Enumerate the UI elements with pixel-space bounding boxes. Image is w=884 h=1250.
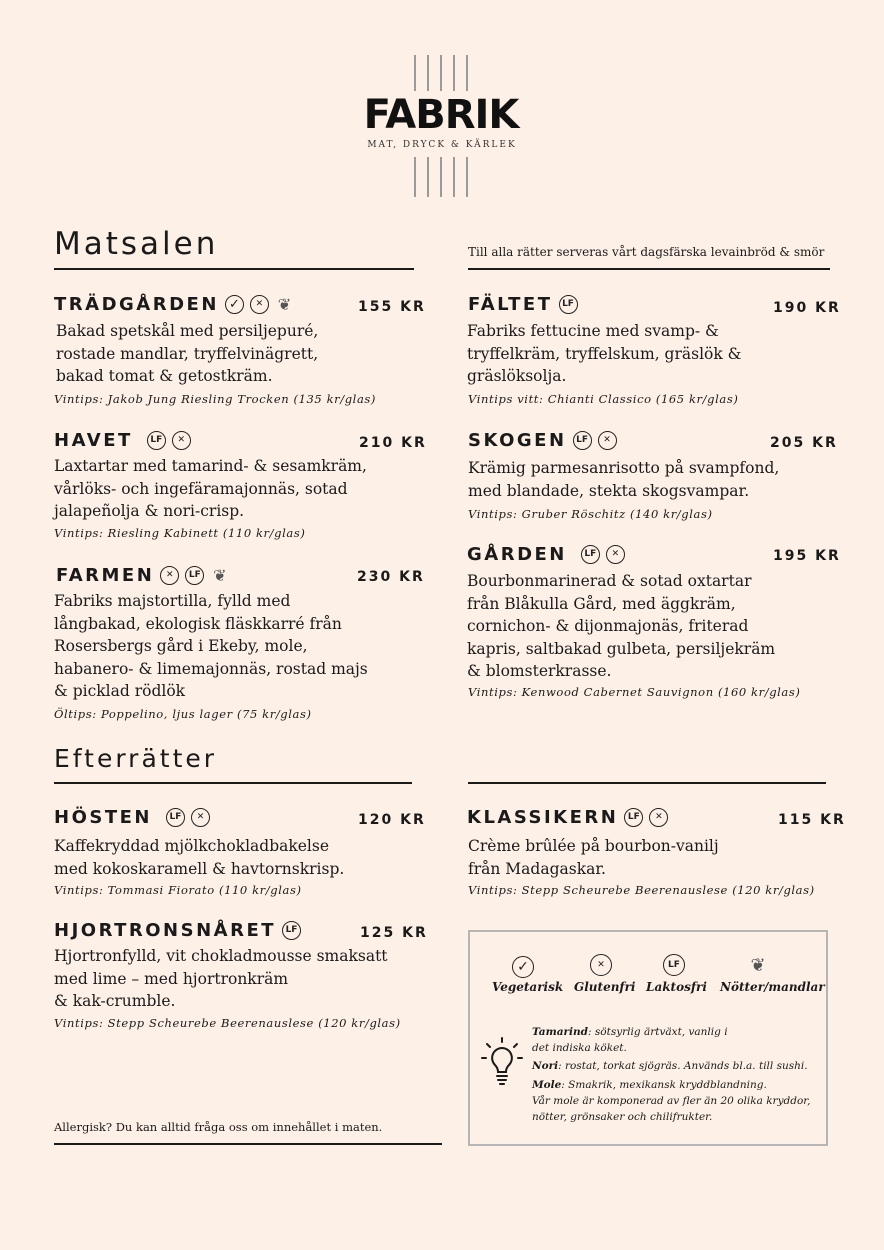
nuts-almonds-icon: ❦ bbox=[750, 955, 766, 976]
tip-havet: Vintips: Riesling Kabinett (110 kr/glas) bbox=[54, 526, 306, 540]
glossary-term: Tamarind bbox=[532, 1026, 589, 1038]
tip-farmen: Öltips: Poppelino, ljus lager (75 kr/glas) bbox=[54, 707, 312, 721]
legend-gluten-free: Glutenfri bbox=[574, 980, 636, 994]
gluten-free-icon: ✕ bbox=[160, 566, 179, 585]
dish-title: FARMEN bbox=[56, 565, 155, 586]
dish-title: TRÄDGÅRDEN bbox=[54, 294, 219, 315]
glossary-term: Nori bbox=[532, 1060, 559, 1072]
glossary-nori bbox=[532, 1058, 808, 1074]
dish-name-hjortronsnaret bbox=[54, 920, 301, 941]
desc-hjortronsnaret: Hjortronfylld, vit chokladmousse smaksatt med lime – med hjortronkräm & kak-crumble. bbox=[54, 947, 388, 1010]
dish-title: GÅRDEN bbox=[467, 544, 567, 565]
lactose-free-icon: LF bbox=[282, 921, 301, 940]
dish-name-faltet bbox=[468, 294, 578, 315]
lactose-free-icon: LF bbox=[573, 431, 592, 450]
price-farmen: 230 KR bbox=[357, 569, 425, 585]
gluten-free-icon: ✕ bbox=[606, 545, 625, 564]
lactose-free-icon: LF bbox=[185, 566, 204, 585]
gluten-free-icon: ✕ bbox=[598, 431, 617, 450]
section-title-matsalen: Matsalen bbox=[54, 226, 219, 262]
dish-title: HAVET bbox=[54, 430, 133, 451]
logo-name: FABRIK bbox=[363, 92, 519, 138]
glossary-text: det indiska köket. bbox=[532, 1042, 627, 1054]
desc-tradgarden: Bakad spetskål med persiljepuré, rostade mandlar, tryffelvinägrett, bakad tomat & getostkräm. bbox=[56, 322, 319, 385]
desc-havet: Laxtartar med tamarind- & sesamkräm, vårlöks- och ingefäramajonnäs, sotad jalapeñolja & nori-crisp. bbox=[54, 457, 367, 520]
tip-hosten: Vintips: Tommasi Fiorato (110 kr/glas) bbox=[54, 883, 302, 897]
lactose-free-icon: LF bbox=[581, 545, 600, 564]
rule-right-efterratter bbox=[468, 782, 826, 784]
lactose-free-icon: LF bbox=[559, 295, 578, 314]
vegetarian-icon: ✓ bbox=[225, 295, 244, 314]
dish-title: HÖSTEN bbox=[54, 807, 152, 828]
glossary-text: Vår mole är komponerad av fler än 20 olika kryddor, bbox=[532, 1095, 811, 1107]
logo-lines-bottom bbox=[414, 157, 468, 197]
gluten-free-icon: ✕ bbox=[191, 808, 210, 827]
glossary-text: : Smakrik, mexikansk kryddblandning. bbox=[561, 1079, 767, 1091]
rule-right-top bbox=[468, 268, 830, 270]
nuts-almonds-icon: ❦ bbox=[213, 565, 227, 585]
gluten-free-icon: ✕ bbox=[172, 431, 191, 450]
lactose-free-icon: LF bbox=[147, 431, 166, 450]
price-hjortronsnaret: 125 KR bbox=[360, 925, 428, 941]
tip-faltet: Vintips vitt: Chianti Classico (165 kr/glas) bbox=[468, 392, 739, 406]
dish-title: SKOGEN bbox=[468, 430, 567, 451]
desc-skogen: Krämig parmesanrisotto på svampfond, med blandade, stekta skogsvampar. bbox=[468, 459, 780, 500]
desc-garden: Bourbonmarinerad & sotad oxtartar från Blåkulla Gård, med äggkräm, cornichon- & dijonmajonäs, friterad kapris, saltbakad gulbeta, persiljekräm & blomsterkrasse. bbox=[467, 572, 776, 680]
tip-skogen: Vintips: Gruber Röschitz (140 kr/glas) bbox=[468, 507, 713, 521]
dish-name-klassikern bbox=[467, 807, 668, 828]
tip-tradgarden: Vintips: Jakob Jung Riesling Trocken (135 kr/glas) bbox=[54, 392, 377, 406]
dish-name-tradgarden bbox=[54, 294, 294, 315]
price-hosten: 120 KR bbox=[358, 812, 426, 828]
rule-matsalen bbox=[54, 268, 414, 270]
dish-name-skogen bbox=[468, 430, 617, 451]
dish-name-garden bbox=[467, 544, 625, 565]
glossary-text: nötter, grönsaker och chilifrukter. bbox=[532, 1111, 713, 1123]
gluten-free-icon: ✕ bbox=[250, 295, 269, 314]
glossary-mole bbox=[532, 1077, 810, 1125]
dish-title: KLASSIKERN bbox=[467, 807, 619, 828]
tip-klassikern: Vintips: Stepp Scheurebe Beerenauslese (120 kr/glas) bbox=[468, 883, 815, 897]
rule-efterratter bbox=[54, 782, 412, 784]
lightbulb-icon bbox=[480, 1036, 524, 1090]
price-tradgarden: 155 KR bbox=[358, 299, 426, 315]
nuts-almonds-icon: ❦ bbox=[277, 294, 292, 314]
desc-farmen: Fabriks majstortilla, fylld med långbakad, ekologisk fläskkarré från Rosersbergs gård i Ekeby, mole, habanero- & limemajonnäs, rostad majs & picklad rödlök bbox=[54, 592, 368, 700]
legend-lactose-free: Laktosfri bbox=[646, 980, 707, 994]
glossary-text: : sötsyrlig ärtväxt, vanlig i bbox=[588, 1026, 728, 1038]
lactose-free-icon: LF bbox=[663, 954, 685, 976]
legend-nuts: Nötter/mandlar bbox=[720, 980, 825, 994]
section-title-efterratter: Efterrätter bbox=[54, 744, 218, 773]
dish-title: FÄLTET bbox=[468, 294, 553, 315]
desc-faltet: Fabriks fettucine med svamp- & tryffelkräm, tryffelskum, gräslök & gräslöksolja. bbox=[467, 322, 742, 385]
vegetarian-icon: ✓ bbox=[512, 956, 534, 978]
legend-box bbox=[468, 930, 828, 1146]
rule-bottom bbox=[54, 1143, 442, 1145]
glossary-text: : rostat, torkat sjögräs. Används bl.a. till sushi. bbox=[558, 1060, 808, 1072]
gluten-free-icon: ✕ bbox=[649, 808, 668, 827]
price-havet: 210 KR bbox=[359, 435, 427, 451]
tip-hjortronsnaret: Vintips: Stepp Scheurebe Beerenauslese (120 kr/glas) bbox=[54, 1016, 401, 1030]
dish-title: HJORTRONSNÅRET bbox=[54, 920, 277, 941]
tip-garden: Vintips: Kenwood Cabernet Sauvignon (160 kr/glas) bbox=[468, 685, 801, 699]
logo-tagline: MAT, DRYCK & KÄRLEK bbox=[367, 140, 517, 150]
gluten-free-icon: ✕ bbox=[590, 954, 612, 976]
allergy-note: Allergisk? Du kan alltid fråga oss om innehållet i maten. bbox=[54, 1120, 383, 1134]
price-faltet: 190 KR bbox=[773, 300, 841, 316]
dish-name-farmen bbox=[56, 565, 229, 586]
price-skogen: 205 KR bbox=[770, 435, 838, 451]
desc-hosten: Kaffekryddad mjölkchokladbakelse med kokoskaramell & havtornskrisp. bbox=[54, 837, 345, 878]
glossary-tamarind bbox=[532, 1024, 728, 1056]
desc-klassikern: Crème brûlée på bourbon-vanilj från Madagaskar. bbox=[468, 837, 719, 878]
dish-name-hosten bbox=[54, 807, 210, 828]
bread-note: Till alla rätter serveras vårt dagsfärska levainbröd & smör bbox=[468, 245, 825, 259]
price-klassikern: 115 KR bbox=[778, 812, 846, 828]
glossary-term: Mole bbox=[532, 1079, 562, 1091]
legend-vegetarian: Vegetarisk bbox=[492, 980, 564, 994]
logo-lines-top bbox=[414, 55, 468, 91]
lactose-free-icon: LF bbox=[166, 808, 185, 827]
lactose-free-icon: LF bbox=[624, 808, 643, 827]
dish-name-havet bbox=[54, 430, 191, 451]
price-garden: 195 KR bbox=[773, 548, 841, 564]
